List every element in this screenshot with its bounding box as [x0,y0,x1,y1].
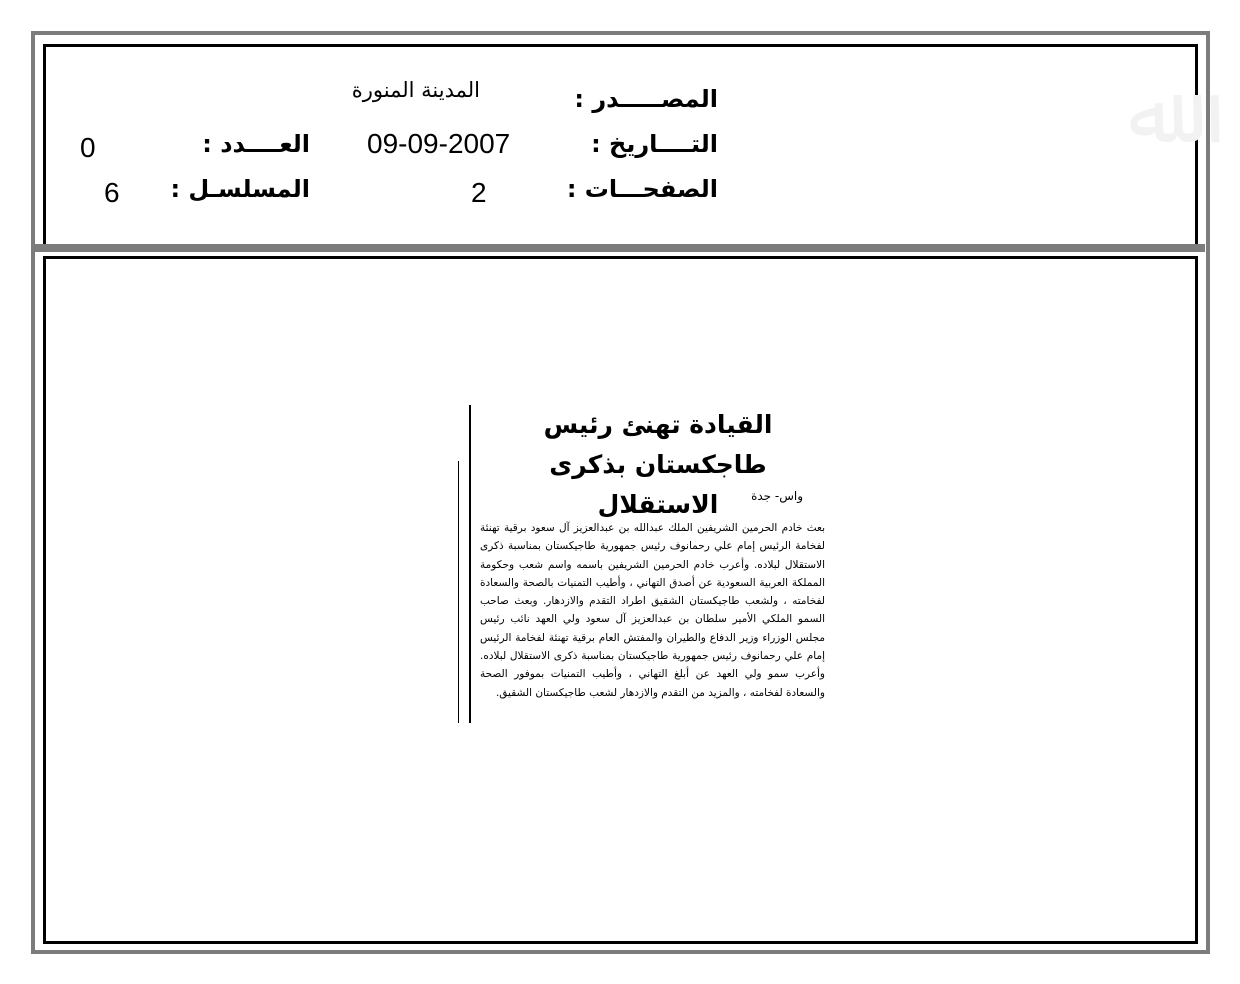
pages-value: 2 [471,177,487,208]
issue-label: العــــدد : [202,130,310,158]
watermark-logo: ﷲ [1128,68,1175,161]
article-clipping [458,405,828,725]
issue-value: 0 [80,132,96,163]
column-rule [469,405,471,723]
column-rule-inner [458,461,459,723]
date-label: التــــاريخ : [591,130,718,158]
article-dateline: واس- جدة [751,489,803,503]
headline-line-1: القيادة تهنئ رئيس [543,410,773,439]
serial-label: المسلسـل : [170,175,310,203]
article-headline [498,405,818,525]
article-body: بعث خادم الحرمين الشريفين الملك عبدالله بن عبدالعزيز آل سعود برقية تهنئة لفخامة الرئيس إمام علي رحمانوف رئيس جمهورية طاجيكستان بمناسبة ذكرى الاستقلال لبلاده. وأعرب خادم الحرمين الشريفين باسمه واسم شعب وحكومة المملكة العربية السعودية عن أصدق التهاني ، وأطيب التمنيات بالصحة والسعادة لفخامته ، ولشعب طاجيكستان الشقيق اطراد التقدم والازدهار. وبعث صاحب السمو الملكي الأمير سلطان بن عبدالعزيز آل سعود ولي العهد نائب رئيس مجلس الوزراء وزير الدفاع والطيران والمفتش العام برقية تهنئة لفخامة الرئيس إمام علي رحمانوف رئيس جمهورية طاجيكستان بمناسبة ذكرى الاستقلال لبلاده. وأعرب سمو ولي العهد عن أبلغ التهاني ، وأطيب التمنيات بموفور الصحة والسعادة لفخامته ، والمزيد من التقدم والازدهار لشعب طاجيكستان الشقيق. [480,522,825,699]
date-value: 09-09-2007 [367,128,511,159]
headline-line-2: طاجكستان بذكرى الاستقلال [549,450,767,519]
source-value: المدينة المنورة [351,78,480,102]
divider-band [34,244,1205,252]
serial-value: 6 [104,177,120,208]
source-label: المصـــــدر : [574,85,718,113]
pages-label: الصفحـــات : [566,175,718,203]
